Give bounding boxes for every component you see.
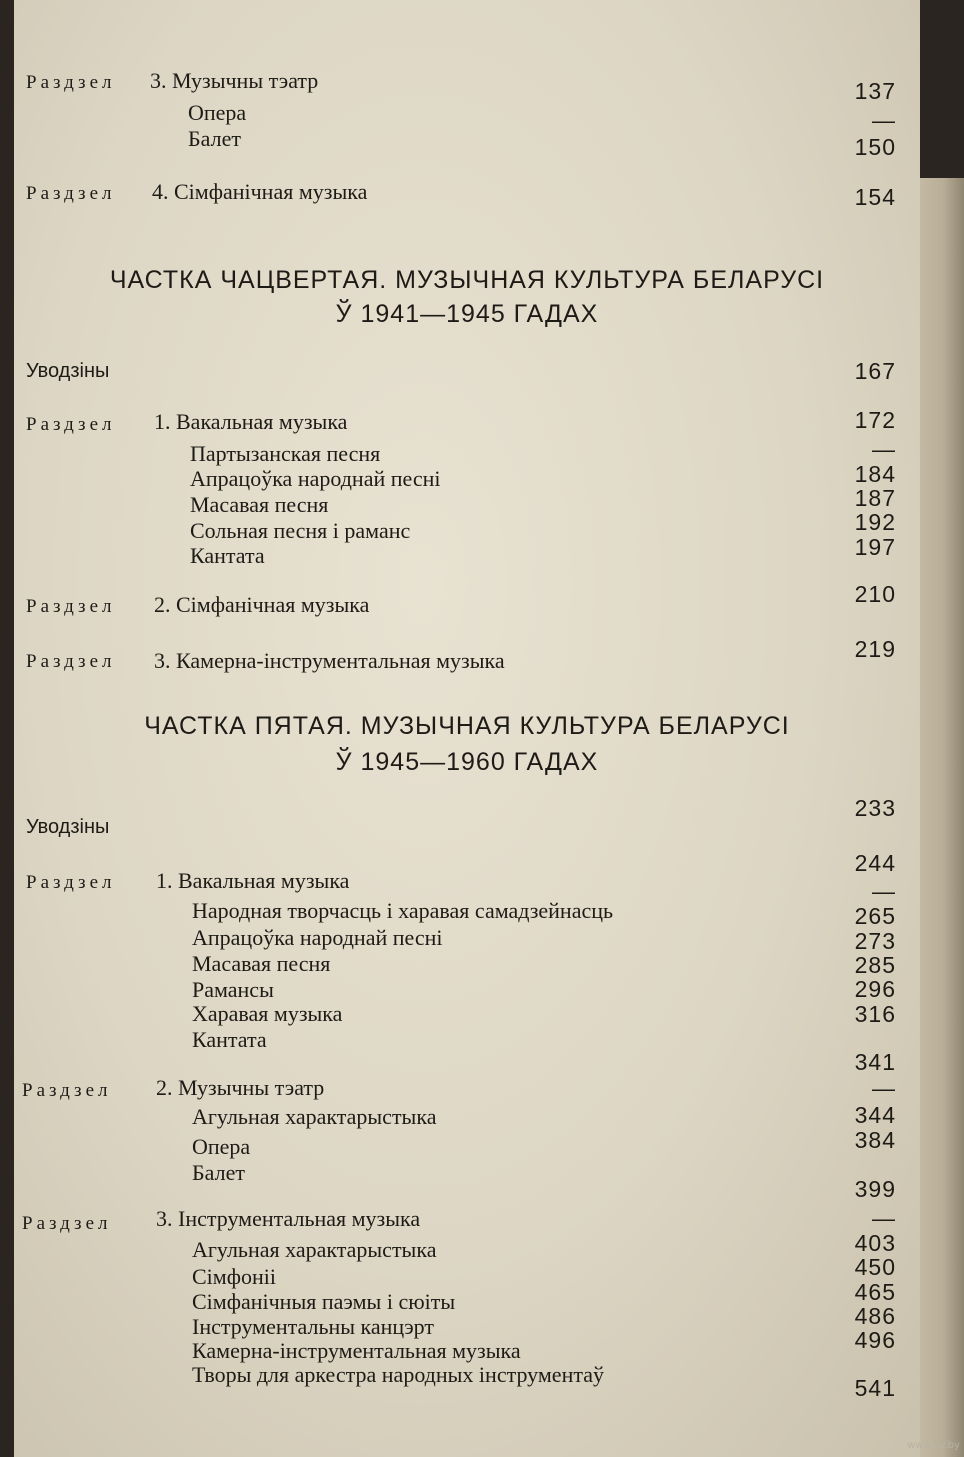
page-number: 403 [854,1230,896,1256]
page-number: 172 [854,407,896,433]
page-number: 285 [854,952,896,978]
page-number: 167 [854,358,896,384]
page-number: 465 [854,1279,896,1305]
page-number: 486 [854,1303,896,1329]
page-number: 384 [854,1127,896,1153]
page-number: 450 [854,1254,896,1280]
page-number: 154 [854,184,896,210]
toc-entry: Уводзіны [26,360,110,382]
page-number: 197 [854,534,896,560]
page-number: 316 [854,1001,896,1027]
page-number: — [872,1205,896,1231]
toc-subentry: Балет [192,1160,245,1185]
page-number: 187 [854,485,896,511]
page-number: 344 [854,1102,896,1128]
page-number: 541 [854,1375,896,1401]
page-number: 496 [854,1327,896,1353]
toc-entry: 3. Інструментальная музыка [156,1206,421,1231]
page-number: 192 [854,509,896,535]
part-heading-line2: Ў 1941—1945 ГАДАХ [335,300,599,328]
section-prefix: Раздзел [26,872,116,893]
toc-subentry: Апрацоўка народнай песні [192,925,443,950]
section-prefix: Раздзел [26,72,116,93]
page-number: 219 [854,636,896,662]
toc-subentry: Сімфанічныя паэмы і сюіты [192,1289,456,1314]
toc-subentry: Агульная характарыстыка [192,1104,437,1129]
toc-subentry: Кантата [192,1027,267,1052]
section-prefix: Раздзел [22,1080,112,1101]
toc-subentry: Камерна-інструментальная музыка [192,1338,521,1363]
section-prefix: Раздзел [26,651,116,672]
toc-subentry: Творы для аркестра народных інструментаў [192,1362,604,1387]
toc-subentry: Апрацоўка народнай песні [190,466,441,491]
toc-entry: 2. Сімфанічная музыка [154,592,370,617]
toc-subentry: Рамансы [192,977,274,1002]
page-number: 244 [854,850,896,876]
toc-subentry: Інструментальны канцэрт [192,1314,434,1339]
toc-entry: 1. Вакальная музыка [156,868,350,893]
page-number: 184 [854,461,896,487]
toc-subentry: Народная творчасць і харавая самадзейнасць [192,898,614,923]
page-number: — [872,107,896,133]
toc-subentry: Харавая музыка [192,1001,343,1026]
toc-entry: 3. Музычны тэатр [150,68,319,93]
page-number: 341 [854,1049,896,1075]
toc-entry: Уводзіны [26,816,110,838]
toc-subentry: Сольная песня і раманс [190,518,411,543]
page-number: 265 [854,903,896,929]
part-heading-line1: ЧАСТКА ПЯТАЯ. МУЗЫЧНАЯ КУЛЬТУРА БЕЛАРУСІ [144,712,790,740]
toc-subentry: Опера [188,100,247,125]
toc-subentry: Агульная характарыстыка [192,1237,437,1262]
page-number: 273 [854,928,896,954]
page-number: — [872,878,896,904]
page-number: 296 [854,976,896,1002]
section-prefix: Раздзел [26,183,116,204]
toc-subentry: Масавая песня [192,951,331,976]
toc-subentry: Партызанская песня [190,441,381,466]
watermark: www.ay.by [907,1440,960,1451]
page-number: 233 [854,795,896,821]
toc-subentry: Балет [188,126,241,151]
toc-subentry: Сімфоніі [192,1264,276,1289]
toc-subentry: Кантата [190,543,265,568]
page-number: 210 [854,581,896,607]
part-heading-line1: ЧАСТКА ЧАЦВЕРТАЯ. МУЗЫЧНАЯ КУЛЬТУРА БЕЛАРУСІ [109,266,825,294]
section-prefix: Раздзел [22,1213,112,1234]
toc-entry: 3. Камерна-інструментальная музыка [154,648,505,673]
toc-subentry: Масавая песня [190,492,329,517]
toc-entry: 1. Вакальная музыка [154,409,348,434]
toc-entry: 4. Сімфанічная музыка [152,179,368,204]
page-number: 150 [854,134,896,160]
page-number: 399 [854,1176,896,1202]
book-page [14,0,920,1457]
toc-entry: 2. Музычны тэатр [156,1075,325,1100]
spine-decoration [928,660,948,1060]
part-heading-line2: Ў 1945—1960 ГАДАХ [335,748,599,776]
page-number: 137 [854,78,896,104]
section-prefix: Раздзел [26,596,116,617]
page-number: — [872,436,896,462]
toc-subentry: Опера [192,1134,251,1159]
section-prefix: Раздзел [26,414,116,435]
page-number: — [872,1075,896,1101]
